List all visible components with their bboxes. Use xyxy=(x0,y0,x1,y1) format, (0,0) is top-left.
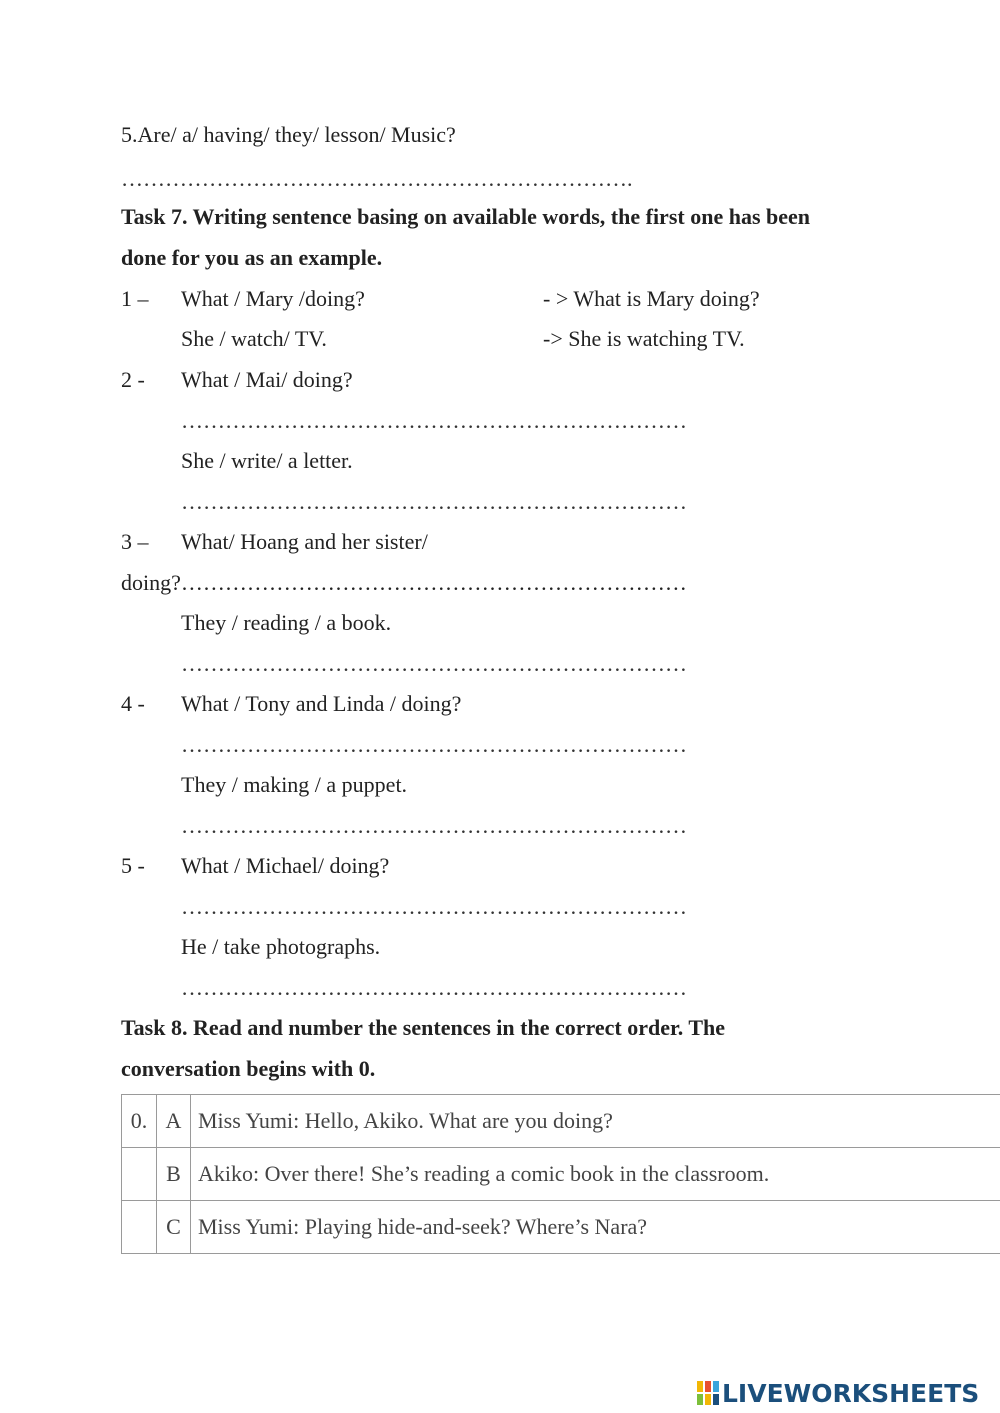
row-letter: B xyxy=(157,1148,191,1201)
table-row xyxy=(122,1095,1000,1148)
task-7-title-continued: done for you as an example. xyxy=(121,245,383,270)
task-8-title-continued: conversation begins with 0. xyxy=(121,1056,376,1081)
item-prompt: They / reading / a book. xyxy=(181,610,392,635)
item-number: 5 - xyxy=(121,853,145,878)
conversation-sentence: Miss Yumi: Playing hide-and-seek? Where’s Nara? xyxy=(191,1201,1000,1254)
task-7-title: Task 7. Writing sentence basing on available words, the first one has been xyxy=(121,204,811,229)
liveworksheets-logo-icon xyxy=(697,1381,719,1405)
logo-text: LIVEWORKSHEETS xyxy=(722,1378,980,1408)
item-prompt: They / making / a puppet. xyxy=(181,772,408,797)
answer-blank[interactable]: …………………………………………………………… xyxy=(181,975,687,1000)
task-8-title xyxy=(121,1017,725,1039)
item-prompt: What / Mai/ doing? xyxy=(181,367,353,392)
order-number-cell[interactable]: 0. xyxy=(122,1095,157,1148)
conversation-sentence: Akiko: Over there! She’s reading a comic book in the classroom. xyxy=(191,1148,1000,1201)
table-row xyxy=(122,1201,1000,1254)
item-number: 4 - xyxy=(121,691,145,716)
liveworksheets-logo[interactable] xyxy=(697,1378,979,1408)
item-prompt: What / Tony and Linda / doing? xyxy=(181,691,462,716)
example-answer: - > What is Mary doing? xyxy=(543,286,760,311)
item-prompt: What / Mary /doing? xyxy=(181,286,365,311)
answer-blank[interactable]: …………………………………………………………… xyxy=(181,894,687,919)
conversation-table xyxy=(121,1094,1000,1254)
item-number: 2 - xyxy=(121,367,145,392)
item-prompt: He / take photographs. xyxy=(181,934,381,959)
item-prompt: What/ Hoang and her sister/ xyxy=(181,529,428,554)
order-number-cell[interactable] xyxy=(122,1148,157,1201)
row-letter: A xyxy=(157,1095,191,1148)
answer-blank[interactable]: …………………………………………………………… xyxy=(181,408,687,433)
example-answer: -> She is watching TV. xyxy=(543,326,745,351)
item-prompt-continued-with-blank[interactable]: doing?…………………………………………………………… xyxy=(121,570,687,595)
question-5-text: 5.Are/ a/ having/ they/ lesson/ Music? xyxy=(121,122,456,147)
row-letter: C xyxy=(157,1201,191,1254)
conversation-sentence: Miss Yumi: Hello, Akiko. What are you doing? xyxy=(191,1095,1000,1148)
order-number-cell[interactable] xyxy=(122,1201,157,1254)
item-prompt: What / Michael/ doing? xyxy=(181,853,390,878)
task-8-instruction: Read and number the sentences in the correct order. The xyxy=(187,1015,725,1040)
task-8-label: Task 8. xyxy=(121,1015,188,1040)
answer-blank[interactable]: …………………………………………………………… xyxy=(181,732,687,757)
answer-blank[interactable]: …………………………………………………………… xyxy=(181,489,687,514)
answer-blank[interactable]: ……………………………………………………………. xyxy=(121,166,633,191)
answer-blank[interactable]: …………………………………………………………… xyxy=(181,651,687,676)
item-prompt: She / watch/ TV. xyxy=(181,326,327,351)
table-row xyxy=(122,1148,1000,1201)
item-number: 1 – xyxy=(121,286,149,311)
answer-blank[interactable]: …………………………………………………………… xyxy=(181,813,687,838)
item-number: 3 – xyxy=(121,529,149,554)
item-prompt: She / write/ a letter. xyxy=(181,448,353,473)
